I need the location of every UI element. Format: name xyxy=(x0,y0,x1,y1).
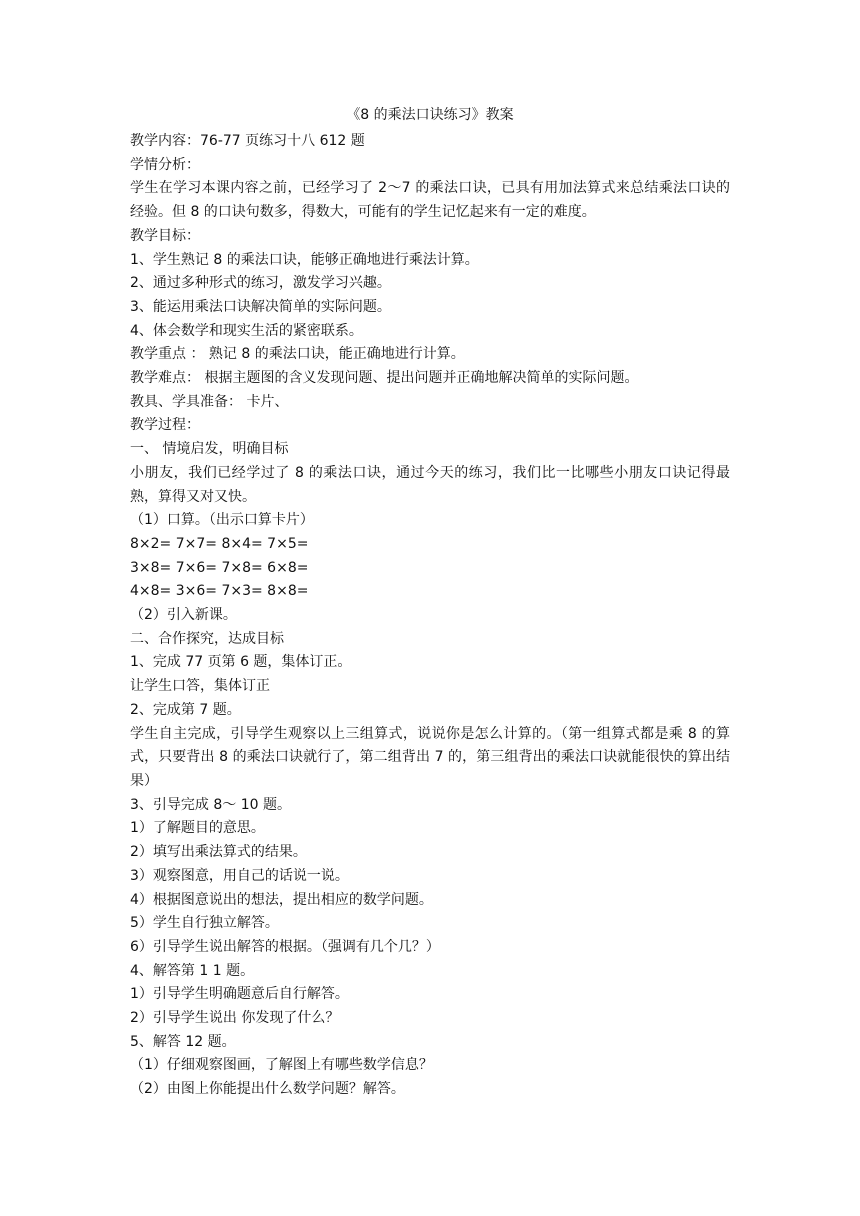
text-line: 4、解答第 1 1 题。 xyxy=(130,962,255,979)
text-line: 教学目标： xyxy=(130,227,200,244)
document-title: 《8 的乘法口诀练习》教案 xyxy=(346,107,514,123)
text-line: 4）根据图意说出的想法，提出相应的数学问题。 xyxy=(130,891,433,908)
text-line: 1）了解题目的意思。 xyxy=(130,820,265,837)
paragraph: 学生在学习本课内容之前，已经学习了 2～7 的乘法口诀，已具有用加法算式来总结乘法口诀的经验。但 8 的口诀句数多，得数大，可能有的学生记忆起来有一定的难度。 xyxy=(130,180,730,221)
text-line: 2、通过多种形式的练习，激发学习兴趣。 xyxy=(130,275,391,292)
text-line: 4、体会数学和现实生活的紧密联系。 xyxy=(130,322,363,339)
text-line: 4×8= 3×6= 7×3= 8×8= xyxy=(130,583,309,600)
text-line: 教具、学具准备： 卡片、 xyxy=(130,393,289,410)
text-line: 教学过程： xyxy=(130,417,200,434)
text-line: 二、合作探究，达成目标 xyxy=(130,630,284,647)
text-line: 8×2= 7×7= 8×4= 7×5= xyxy=(130,535,309,552)
text-line: 5、解答 12 题。 xyxy=(130,1033,236,1050)
text-line: （1）仔细观察图画，了解图上有哪些数学信息？ xyxy=(130,1057,433,1074)
text-line: 2、完成第 7 题。 xyxy=(130,701,241,718)
text-line: （2）引入新课。 xyxy=(130,607,237,624)
text-line: 3）观察图意，用自己的话说一说。 xyxy=(130,867,349,884)
text-line: 一、 情境启发，明确目标 xyxy=(130,441,289,458)
paragraph: 小朋友，我们已经学过了 8 的乘法口诀，通过今天的练习，我们比一比哪些小朋友口诀记得最熟，算得又对又快。 xyxy=(130,464,730,505)
text-line: 1）引导学生明确题意后自行解答。 xyxy=(130,986,349,1003)
text-line: 教学难点： 根据主题图的含义发现问题、提出问题并正确地解决简单的实际问题。 xyxy=(130,370,639,387)
text-line: 3×8= 7×6= 7×8= 6×8= xyxy=(130,559,309,576)
text-line: 2）引导学生说出 你发现了什么？ xyxy=(130,1010,340,1027)
text-line: （1）口算。（出示口算卡片） xyxy=(130,512,314,529)
text-line: 6）引导学生说出解答的根据。（强调有几个几？） xyxy=(130,938,440,955)
text-line: 2）填写出乘法算式的结果。 xyxy=(130,844,307,861)
text-line: 3、能运用乘法口诀解决简单的实际问题。 xyxy=(130,298,391,315)
paragraph: 学生自主完成，引导学生观察以上三组算式，说说你是怎么计算的。（第一组算式都是乘 8 的算式，只要背出 8 的乘法口诀就行了，第二组背出 7 的，第三组背出的乘法口诀就能很快的算出结果） xyxy=(130,725,730,789)
text-line: 学情分析： xyxy=(130,156,200,173)
document-body xyxy=(130,130,730,1102)
text-line: 教学内容：76-77 页练习十八 612 题 xyxy=(130,133,365,149)
text-line: 1、完成 77 页第 6 题，集体订正。 xyxy=(130,654,352,671)
text-line: 让学生口答，集体订正 xyxy=(130,678,270,695)
text-line: 1、学生熟记 8 的乘法口诀，能够正确地进行乘法计算。 xyxy=(130,251,479,268)
text-line: 3、引导完成 8～ 10 题。 xyxy=(130,796,291,813)
text-line: 教学重点 ： 熟记 8 的乘法口诀，能正确地进行计算。 xyxy=(130,346,465,363)
text-line: （2）由图上你能提出什么数学问题？解答。 xyxy=(130,1081,405,1098)
text-line: 5）学生自行独立解答。 xyxy=(130,915,279,932)
